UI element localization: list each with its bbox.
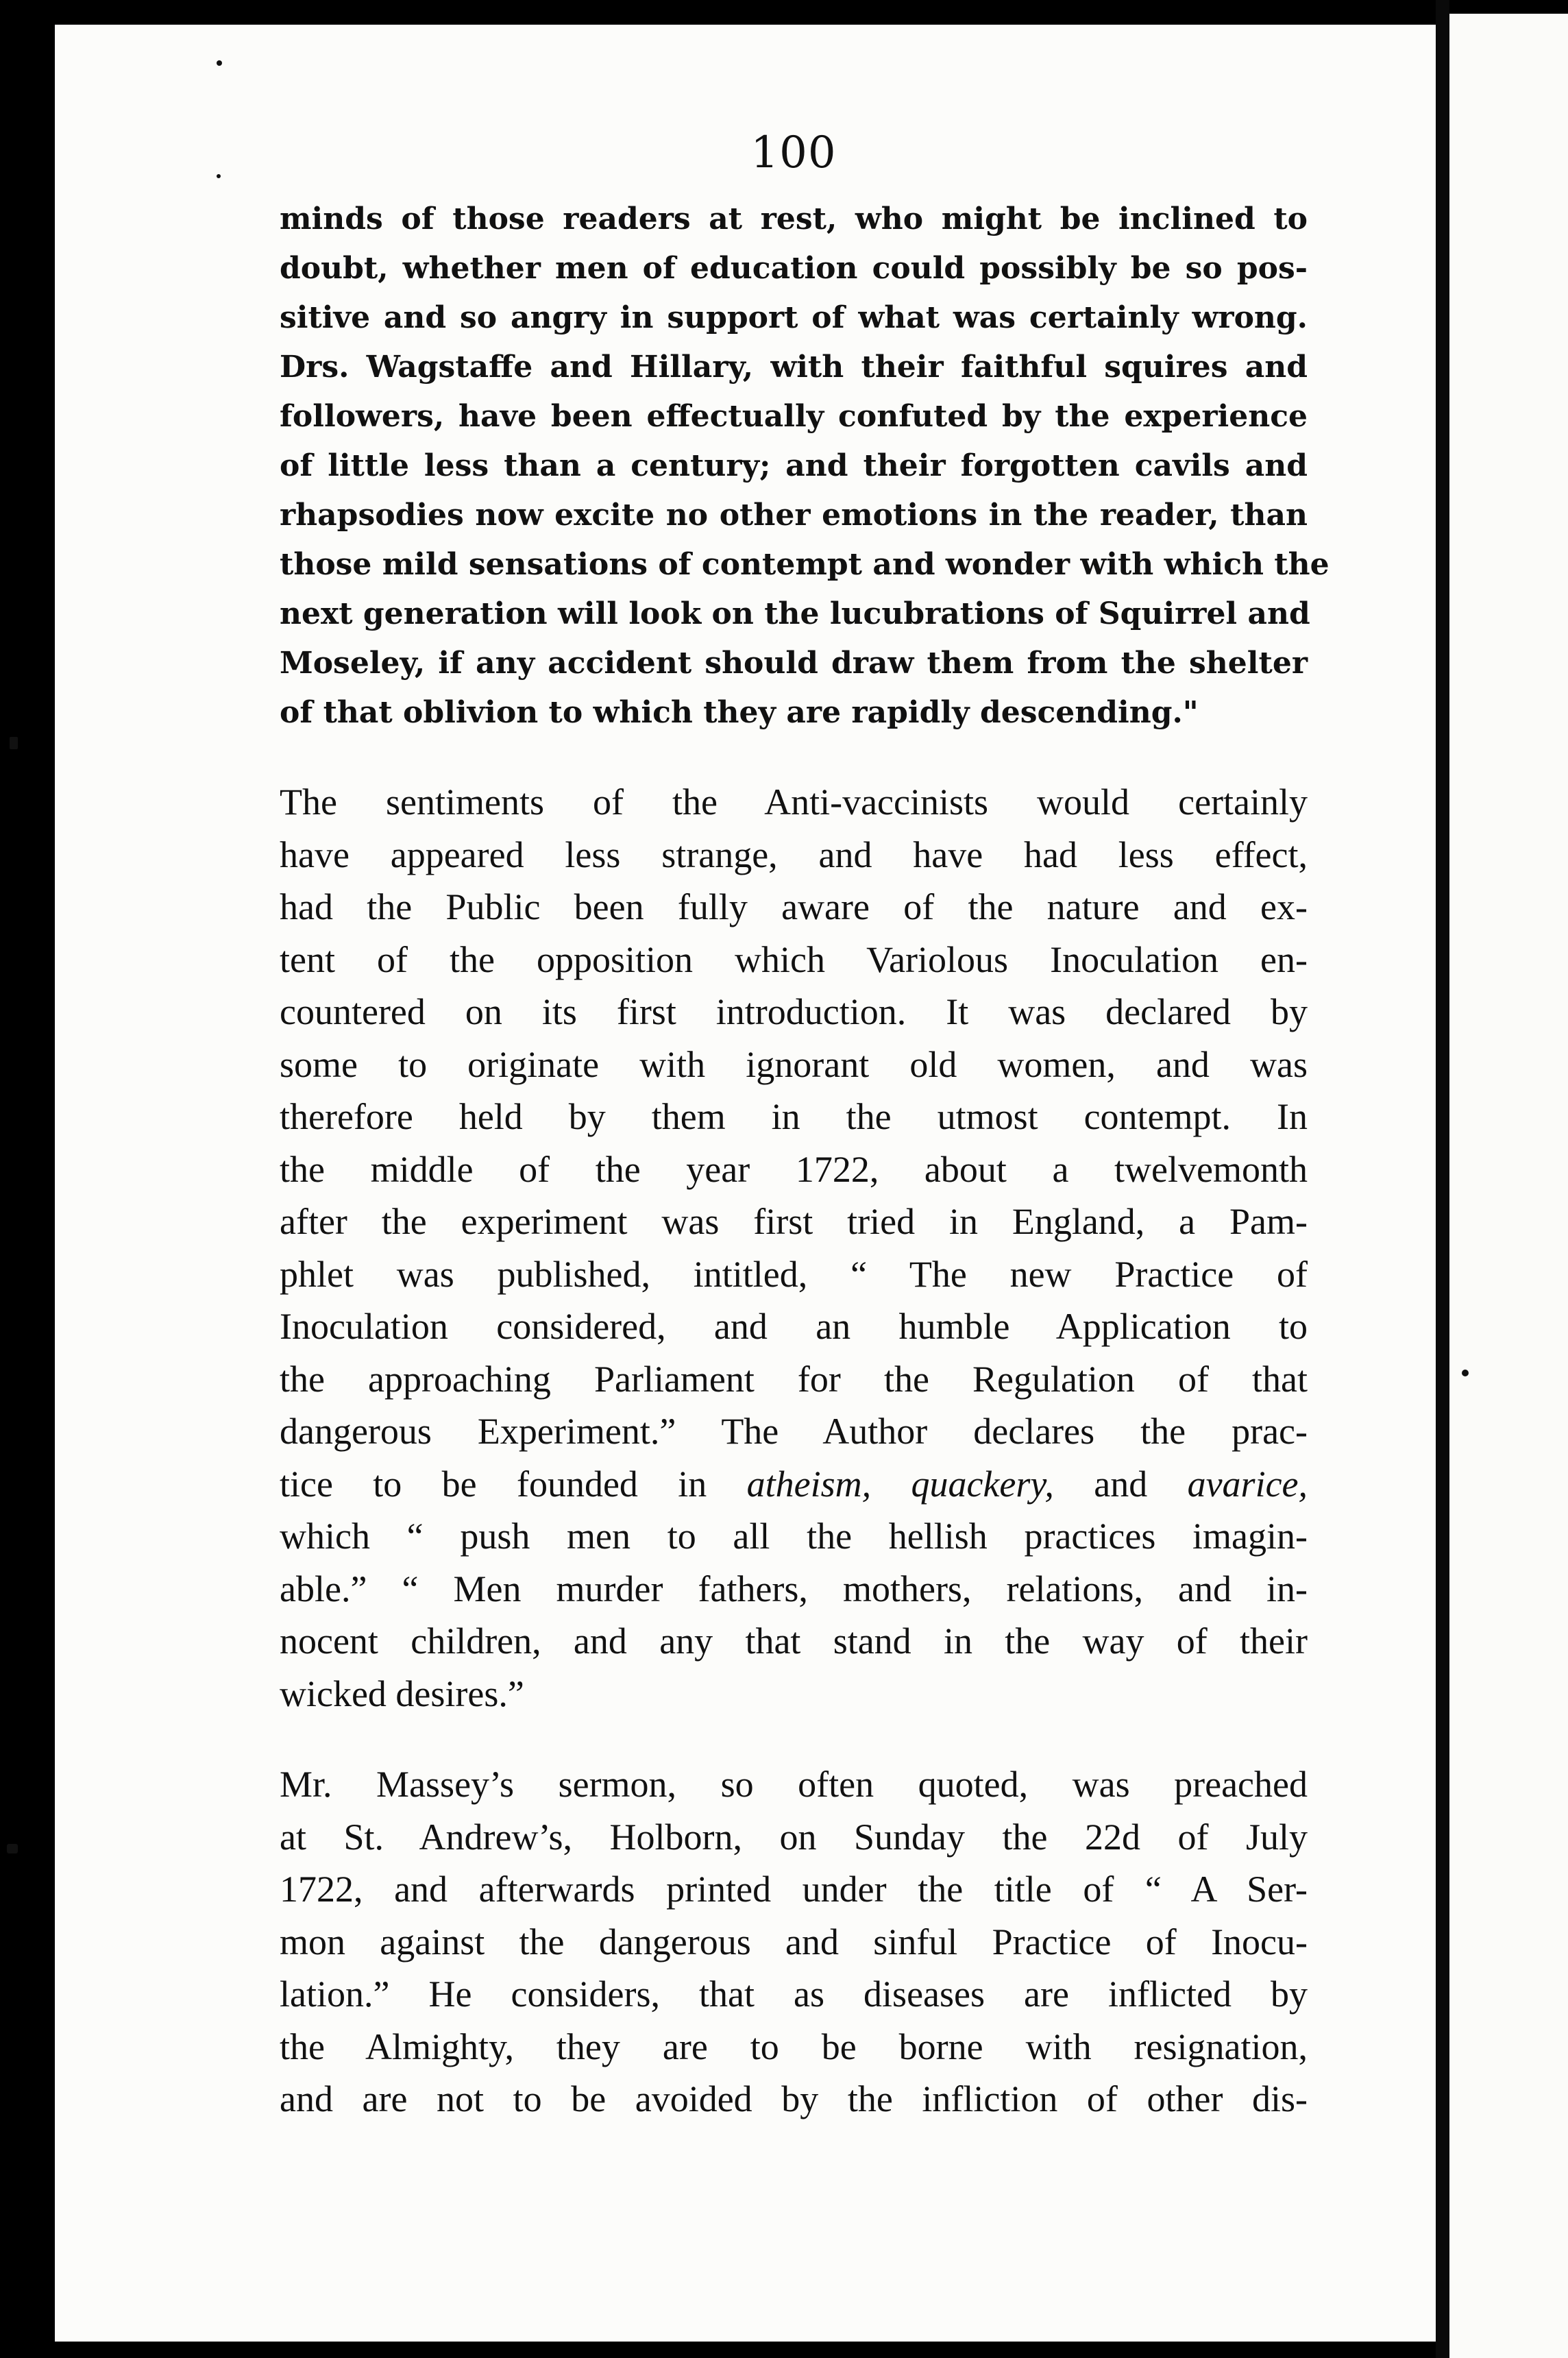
facing-page-edge	[1449, 14, 1568, 2358]
text-line: Drs. Wagstaffe and Hillary, with their faithful squires and	[280, 350, 1308, 385]
text-line: had the Public been fully aware of the nature and ex-	[280, 886, 1308, 927]
text-line: able.” “ Men murder fathers, mothers, relations, and in-	[280, 1568, 1308, 1609]
text-line: next generation will look on the lucubrations of Squirrel and	[280, 596, 1310, 631]
text-line: mon against the dangerous and sinful Practice of Inocu-	[280, 1921, 1308, 1962]
quoted-passage	[280, 195, 1330, 738]
text-line: those mild sensations of contempt and wonder with which the	[280, 547, 1330, 582]
paragraph-massey-sermon	[280, 1758, 1308, 2126]
text-line: which “ push men to all the hellish practices imagin-	[280, 1516, 1308, 1557]
text-segment: and	[1053, 1463, 1188, 1505]
text-line: tent of the opposition which Variolous Inoculation en-	[280, 938, 1308, 980]
text-segment	[871, 1463, 911, 1505]
text-line: phlet was published, intitled, “ The new Practice of	[280, 1253, 1308, 1295]
scan-speck	[10, 737, 18, 749]
text-line: and are not to be avoided by the infliction of other dis-	[280, 2078, 1308, 2119]
paragraph-anti-vaccinists	[280, 776, 1308, 1720]
page-number: 100	[750, 127, 837, 178]
italic-word-quackery: quackery,	[911, 1463, 1054, 1505]
text-line: at St. Andrew’s, Holborn, on Sunday the 22d of July	[280, 1816, 1308, 1858]
text-line: Moseley, if any accident should draw them from the shelter	[280, 646, 1308, 681]
book-page	[55, 25, 1436, 2342]
text-line: the Almighty, they are to be borne with resignation,	[280, 2026, 1308, 2067]
text-line: rhapsodies now excite no other emotions in the reader, than	[280, 498, 1308, 533]
text-line: have appeared less strange, and have had less effect,	[280, 834, 1308, 875]
text-line: Mr. Massey’s sermon, so often quoted, was preached	[280, 1764, 1308, 1805]
scan-speck	[217, 60, 222, 66]
text-line-with-italics	[280, 1458, 1308, 1511]
scan-speck	[7, 1844, 18, 1853]
text-line: therefore held by them in the utmost contempt. In	[280, 1096, 1308, 1137]
text-line: minds of those readers at rest, who might be inclined to	[280, 202, 1308, 236]
scan-speck	[1462, 1370, 1469, 1376]
text-line: 1722, and afterwards printed under the title of “ A Ser-	[280, 1869, 1308, 1910]
text-segment: tice to be founded in	[280, 1463, 747, 1505]
text-line: of that oblivion to which they are rapidly descending."	[280, 695, 1199, 730]
page-content	[280, 127, 1330, 2126]
italic-word-avarice: avarice,	[1187, 1463, 1308, 1505]
text-line: countered on its first introduction. It was declared by	[280, 991, 1308, 1032]
text-line: followers, have been effectually confuted by the experience	[280, 399, 1308, 434]
scan-speck	[217, 174, 221, 178]
text-line: wicked desires.”	[280, 1673, 524, 1714]
text-line: the approaching Parliament for the Regulation of that	[280, 1358, 1308, 1400]
text-line: some to originate with ignorant old women, and was	[280, 1043, 1308, 1085]
text-line: dangerous Experiment.” The Author declares the prac-	[280, 1411, 1308, 1452]
text-line: The sentiments of the Anti-vaccinists would certainly	[280, 781, 1308, 823]
italic-word-atheism: atheism,	[746, 1463, 872, 1505]
page-gutter	[1436, 0, 1449, 2358]
text-line: lation.” He considers, that as diseases are inflicted by	[280, 1973, 1308, 2015]
text-line: sitive and so angry in support of what was certainly wrong.	[280, 300, 1308, 335]
text-line: of little less than a century; and their forgotten cavils and	[280, 448, 1308, 483]
text-line: after the experiment was first tried in England, a Pam-	[280, 1201, 1308, 1242]
text-line: nocent children, and any that stand in the way of their	[280, 1620, 1308, 1662]
text-line: Inoculation considered, and an humble Application to	[280, 1306, 1308, 1347]
text-line: the middle of the year 1722, about a twelvemonth	[280, 1148, 1308, 1190]
text-line: doubt, whether men of education could possibly be so pos-	[280, 251, 1308, 286]
